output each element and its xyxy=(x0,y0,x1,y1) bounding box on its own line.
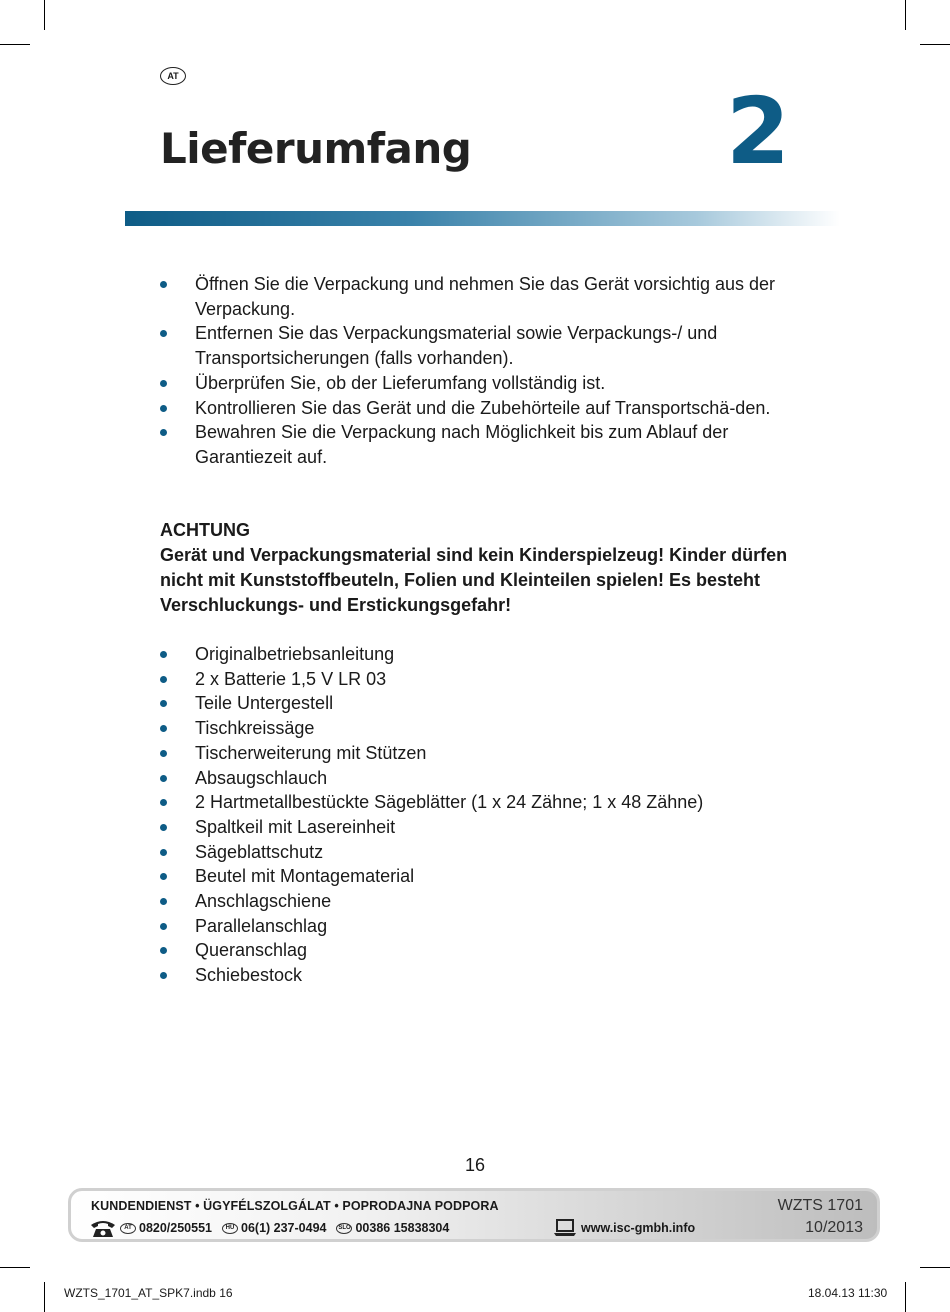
list-item: Spaltkeil mit Lasereinheit xyxy=(160,815,800,840)
page-number: 16 xyxy=(464,1155,486,1175)
model-info xyxy=(778,1195,863,1239)
bullet-icon xyxy=(160,380,167,387)
service-line: KUNDENDIENST • ÜGYFÉLSZOLGÁLAT • POPRODAJNA PODPORA xyxy=(91,1199,499,1213)
warning-text: Gerät und Verpackungsmaterial sind kein Kinderspielzeug! Kinder dürfen nicht mit Kunststoffbeuteln, Folien und Kleinteilen spielen! Es besteht Verschluckungs- und Erstickungsgefahr! xyxy=(160,545,788,615)
bullet-icon xyxy=(160,824,167,831)
crop-mark xyxy=(0,44,30,45)
bullet-icon xyxy=(160,676,167,683)
crop-mark xyxy=(44,0,45,30)
list-item: Originalbetriebsanleitung xyxy=(160,642,800,667)
phone-number-at[interactable]: 0820/250551 xyxy=(139,1221,212,1235)
country-badge: AT xyxy=(160,67,186,85)
bullet-icon xyxy=(160,405,167,412)
phone-number-hu[interactable]: 06(1) 237-0494 xyxy=(241,1221,327,1235)
crop-mark xyxy=(0,1267,30,1268)
laptop-icon xyxy=(553,1218,577,1238)
list-item: Öffnen Sie die Verpackung und nehmen Sie das Gerät vorsichtig aus der Verpackung. xyxy=(160,272,800,321)
list-item: Queranschlag xyxy=(160,938,800,963)
bullet-icon xyxy=(160,799,167,806)
country-code-slo: SLO xyxy=(336,1223,352,1234)
list-item: Sägeblattschutz xyxy=(160,840,800,865)
list-item: Kontrollieren Sie das Gerät und die Zubehörteile auf Transportschä-den. xyxy=(160,396,800,421)
bullet-icon xyxy=(160,330,167,337)
website xyxy=(553,1217,695,1239)
list-item: 2 x Batterie 1,5 V LR 03 xyxy=(160,667,800,692)
warning-heading: ACHTUNG xyxy=(160,520,250,540)
bullet-icon xyxy=(160,725,167,732)
bullet-icon xyxy=(160,775,167,782)
page-title: Lieferumfang xyxy=(160,124,472,173)
bullet-icon xyxy=(160,651,167,658)
service-footer xyxy=(68,1188,880,1242)
crop-mark xyxy=(905,1282,906,1312)
list-item: Überprüfen Sie, ob der Lieferumfang vollständig ist. xyxy=(160,371,800,396)
phone-number-slo[interactable]: 00386 15838304 xyxy=(355,1221,450,1235)
crop-mark xyxy=(905,0,906,30)
country-code-hu: HU xyxy=(222,1223,238,1234)
bullet-icon xyxy=(160,923,167,930)
list-item: Teile Untergestell xyxy=(160,691,800,716)
contents-list xyxy=(160,642,800,988)
crop-mark xyxy=(920,44,950,45)
bullet-icon xyxy=(160,972,167,979)
bullet-icon xyxy=(160,750,167,757)
list-item: Anschlagschiene xyxy=(160,889,800,914)
bullet-icon xyxy=(160,947,167,954)
bullet-icon xyxy=(160,849,167,856)
bullet-icon xyxy=(160,898,167,905)
website-link[interactable]: www.isc-gmbh.info xyxy=(581,1221,696,1235)
warning-block xyxy=(160,518,820,618)
model-number: WZTS 1701 xyxy=(777,1197,863,1214)
list-item: Schiebestock xyxy=(160,963,800,988)
phone-icon xyxy=(89,1218,117,1238)
bullet-icon xyxy=(160,700,167,707)
list-item: Tischkreissäge xyxy=(160,716,800,741)
list-item: Absaugschlauch xyxy=(160,766,800,791)
chapter-number: 2 xyxy=(726,78,791,185)
list-item: 2 Hartmetallbestückte Sägeblätter (1 x 24 Zähne; 1 x 48 Zähne) xyxy=(160,790,800,815)
list-item: Tischerweiterung mit Stützen xyxy=(160,741,800,766)
country-code-at: AT xyxy=(120,1223,136,1234)
list-item: Beutel mit Montagematerial xyxy=(160,864,800,889)
bullet-icon xyxy=(160,281,167,288)
list-item: Parallelanschlag xyxy=(160,914,800,939)
edition-date: 10/2013 xyxy=(805,1219,863,1236)
list-item: Entfernen Sie das Verpackungsmaterial sowie Verpackungs-/ und Transportsicherungen (falls vorhanden). xyxy=(160,321,800,370)
bullet-icon xyxy=(160,429,167,436)
phone-numbers xyxy=(89,1217,459,1239)
crop-mark xyxy=(44,1282,45,1312)
list-item: Bewahren Sie die Verpackung nach Möglichkeit bis zum Ablauf der Garantiezeit auf. xyxy=(160,420,800,469)
header-rule xyxy=(125,211,840,226)
instructions-list xyxy=(160,272,800,470)
print-timestamp: 18.04.13 11:30 xyxy=(808,1286,888,1300)
crop-mark xyxy=(920,1267,950,1268)
file-slug: WZTS_1701_AT_SPK7.indb 16 xyxy=(64,1286,233,1300)
bullet-icon xyxy=(160,873,167,880)
